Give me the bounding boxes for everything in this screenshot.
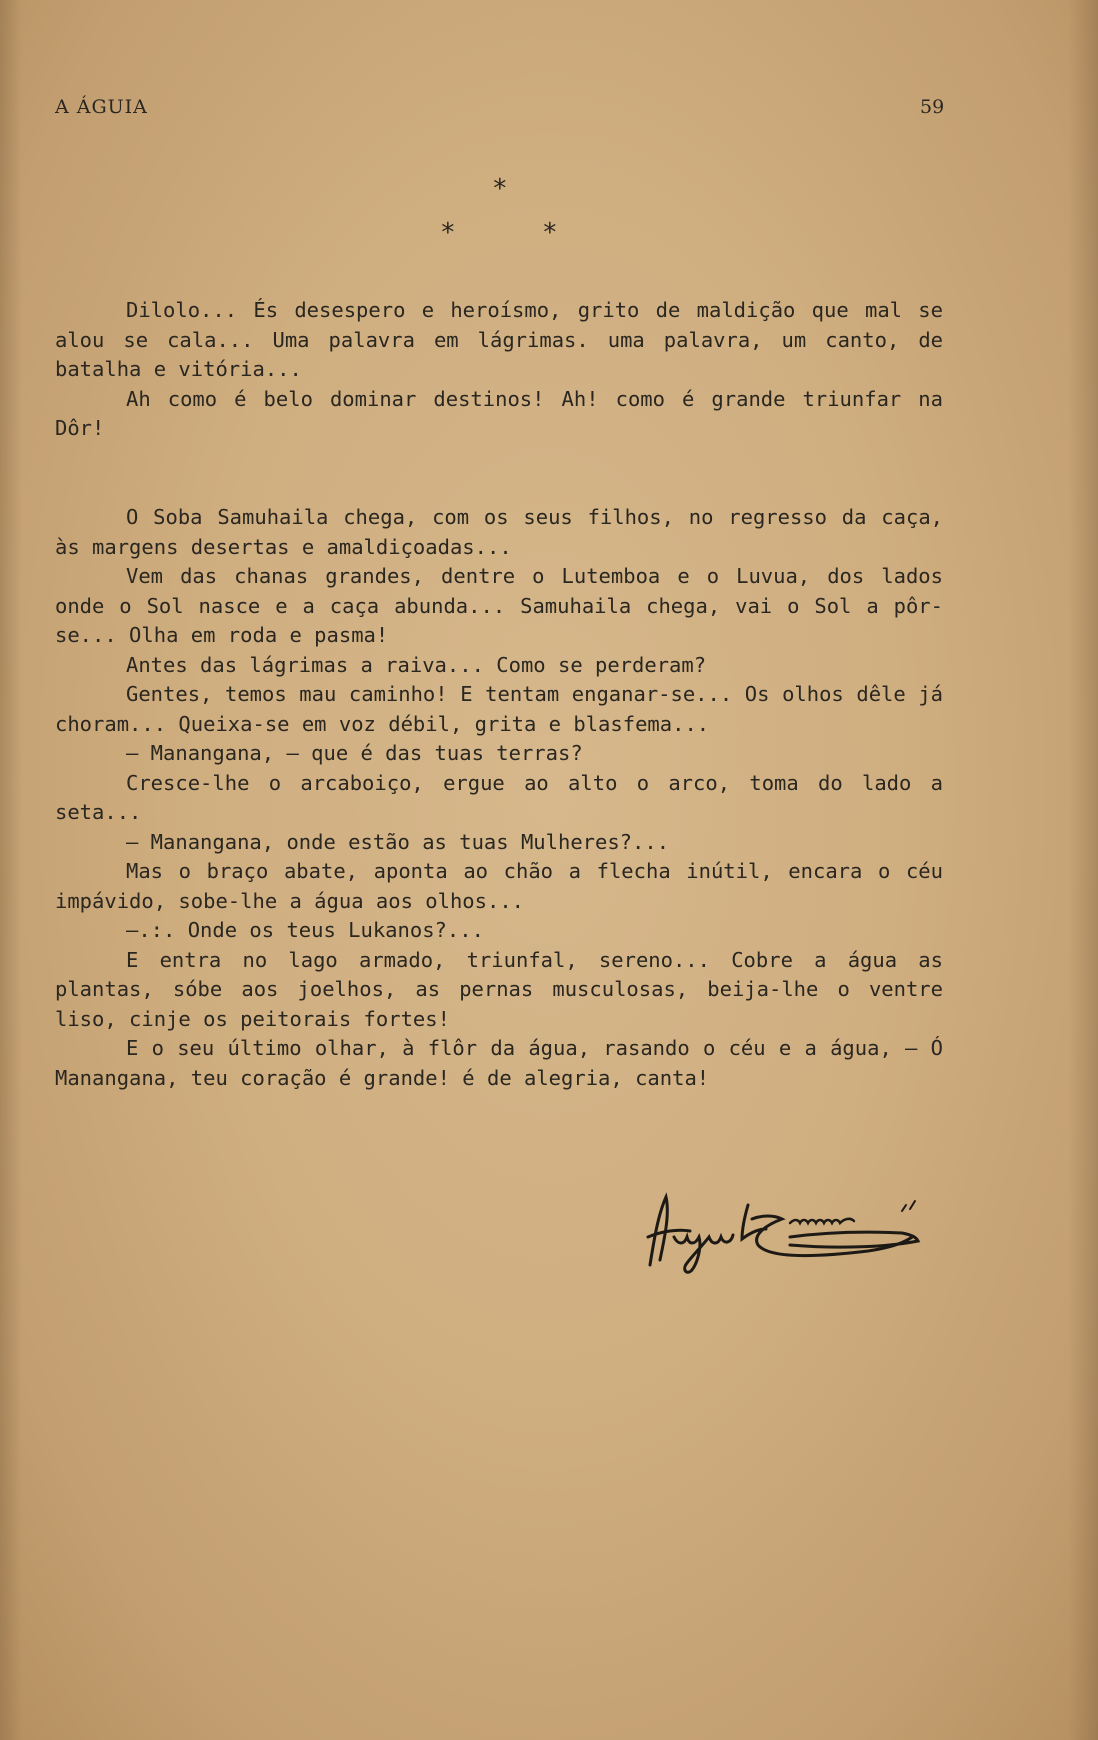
asterism-separator [440, 176, 560, 246]
paragraph: Mas o braço abate, aponta ao chão a flecha inútil, encara o céu impávido, sobe-lhe a água aos olhos... [55, 859, 943, 913]
paragraph: O Soba Samuhaila chega, com os seus filhos, no regresso da caça, às margens desertas e amaldiçoadas... [55, 505, 943, 559]
running-head: A ÁGUIA [55, 96, 148, 118]
paragraph: Gentes, temos mau caminho! E tentam enganar-se... Os olhos dêle já choram... Queixa-se em voz débil, grita e blasfema... [55, 682, 943, 736]
text-section-1 [55, 296, 943, 444]
paragraph: E o seu último olhar, à flôr da água, rasando o céu e a água, — Ó Manangana, teu coração é grande! é de alegria, canta! [55, 1036, 943, 1090]
text-section-2 [55, 503, 943, 1093]
paragraph: Dilolo... És desespero e heroísmo, grito de maldição que mal se alou se cala... Uma palavra em lágrimas. uma palavra, um canto, de batalha e vitória... [55, 298, 943, 381]
paragraph: Ah como é belo dominar destinos! Ah! como é grande triunfar na Dôr! [55, 386, 943, 440]
paragraph: E entra no lago armado, triunfal, sereno... Cobre a água as plantas, sóbe aos joelhos, as pernas musculosas, beija-lhe o ventre liso, cinje os peitorais fortes! [55, 947, 943, 1031]
paragraph: Vem das chanas grandes, dentre o Lutemboa e o Luvua, dos lados onde o Sol nasce e a caça abunda... Samuhaila chega, vai o Sol a pôr-se... Olha em roda e pasma! [55, 564, 943, 647]
dialogue-line: — Manangana, onde estão as tuas Mulheres?... [126, 829, 670, 854]
paragraph: Cresce-lhe o arcaboiço, ergue ao alto o arco, toma do lado a seta... [55, 770, 943, 824]
asterism-star-top: * [492, 174, 508, 204]
dialogue-line: —.:. Onde os teus Lukanos?... [126, 918, 484, 942]
page-number: 59 [920, 96, 945, 118]
asterism-star-right: * [542, 218, 558, 248]
dialogue-line: — Manangana, — que é das tuas terras? [126, 741, 583, 765]
paragraph: Antes das lágrimas a raiva... Como se perderam? [126, 652, 707, 677]
handwritten-signature [640, 1185, 940, 1275]
asterism-star-left: * [440, 218, 456, 248]
